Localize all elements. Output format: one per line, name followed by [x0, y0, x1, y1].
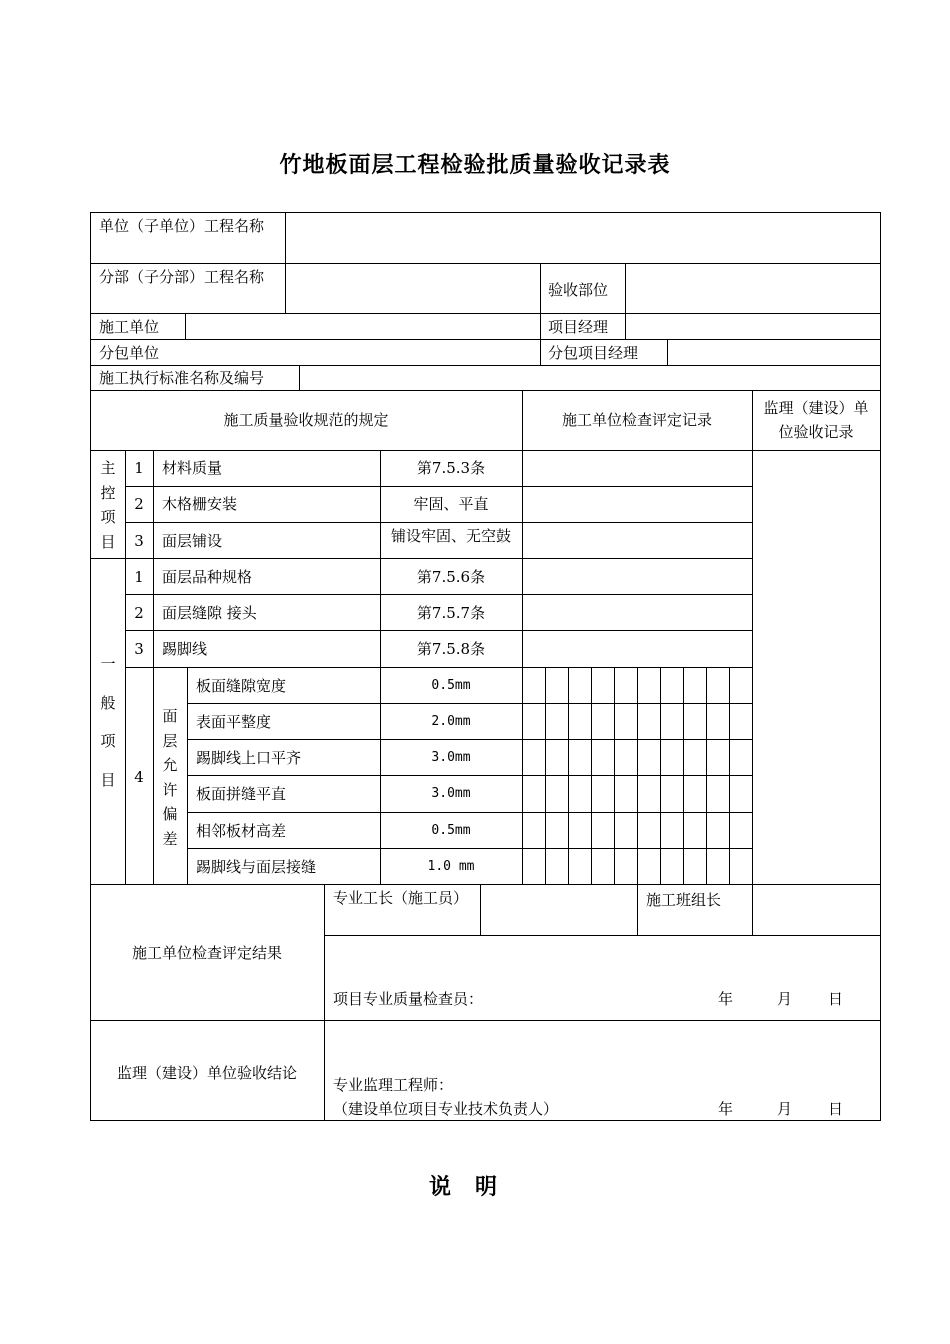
supervising-engineer-label: 专业监理工程师： — [333, 1076, 454, 1094]
subcontract-unit-label: 分包单位 — [99, 344, 160, 362]
tolerance-value: 1.0 mm — [427, 859, 475, 874]
project-manager-label: 项目经理 — [548, 318, 609, 336]
conclusion-month: 月 — [777, 1100, 793, 1118]
tolerance-name: 踢脚线上口平齐 — [196, 749, 302, 767]
general-item-name: 面层缝隙 接头 — [162, 604, 257, 622]
foreman-label: 专业工长（施工员） — [333, 889, 469, 907]
tolerance-name: 板面拼缝平直 — [196, 785, 287, 803]
subcontract-manager-label: 分包项目经理 — [548, 344, 639, 362]
general-item-requirement: 第7.5.6条 — [416, 568, 486, 586]
inspection-record-table — [90, 212, 881, 1121]
sub-project-label: 分部（子分部）工程名称 — [99, 268, 265, 286]
general-item-requirement: 第7.5.8条 — [416, 640, 486, 658]
supervision-conclusion-label: 监理（建设）单位验收结论 — [116, 1064, 297, 1082]
tolerance-value: 0.5mm — [431, 823, 471, 838]
main-item-name: 面层铺设 — [162, 532, 223, 550]
main-item-no: 1 — [134, 459, 144, 477]
owner-technical-lead-label: （建设单位项目专业技术负责人） — [333, 1100, 559, 1118]
tolerance-value: 2.0mm — [431, 714, 471, 729]
team-leader-label: 施工班组长 — [646, 891, 722, 909]
form-title: 竹地板面层工程检验批质量验收记录表 — [279, 153, 671, 178]
tolerance-value: 3.0mm — [431, 750, 471, 765]
general-item-no: 2 — [134, 604, 144, 622]
tolerance-name: 相邻板材高差 — [196, 822, 287, 840]
general-item-no: 3 — [134, 640, 144, 658]
conclusion-year: 年 — [718, 1100, 734, 1118]
spec-column-header: 施工质量验收规范的规定 — [223, 411, 389, 429]
general-item-name: 踢脚线 — [162, 640, 208, 658]
main-control-group-label: 主控项目 — [100, 459, 116, 551]
tolerance-value: 0.5mm — [431, 678, 471, 693]
tolerance-name: 踢脚线与面层接缝 — [196, 858, 317, 876]
main-item-no: 2 — [134, 495, 144, 513]
main-item-name: 材料质量 — [162, 459, 223, 477]
construction-record-column-header: 施工单位检查评定记录 — [561, 411, 712, 429]
main-item-name: 木格栅安装 — [162, 495, 238, 513]
tolerance-value: 3.0mm — [431, 786, 471, 801]
main-item-no: 3 — [134, 532, 144, 550]
main-item-requirement: 第7.5.3条 — [416, 459, 486, 477]
construction-result-label: 施工单位检查评定结果 — [131, 944, 282, 962]
supervision-record-column-header: 监理（建设）单位验收记录 — [763, 399, 869, 441]
notes-heading: 说明 — [428, 1175, 521, 1200]
standard-label: 施工执行标准名称及编号 — [99, 369, 265, 387]
inspection-part-label: 验收部位 — [548, 281, 609, 299]
tolerance-name: 板面缝隙宽度 — [196, 677, 287, 695]
general-item-requirement: 第7.5.7条 — [416, 604, 486, 622]
main-item-requirement: 牢固、平直 — [413, 495, 489, 513]
result-day: 日 — [828, 990, 844, 1008]
tolerance-name: 表面平整度 — [196, 713, 272, 731]
general-item-name: 面层品种规格 — [162, 568, 253, 586]
quality-inspector-label: 项目专业质量检查员： — [333, 990, 484, 1008]
general-item-no: 1 — [134, 568, 144, 586]
result-year: 年 — [718, 990, 734, 1008]
tolerance-group-label: 面层允许偏差 — [162, 707, 178, 848]
unit-project-label: 单位（子单位）工程名称 — [99, 217, 265, 235]
construction-unit-label: 施工单位 — [99, 318, 160, 336]
general-group-label: 一般项目 — [100, 655, 116, 789]
result-month: 月 — [777, 990, 793, 1008]
tolerance-item-no: 4 — [134, 768, 144, 786]
main-item-requirement: 铺设牢固、无空鼓 — [390, 527, 511, 545]
conclusion-day: 日 — [828, 1100, 844, 1118]
